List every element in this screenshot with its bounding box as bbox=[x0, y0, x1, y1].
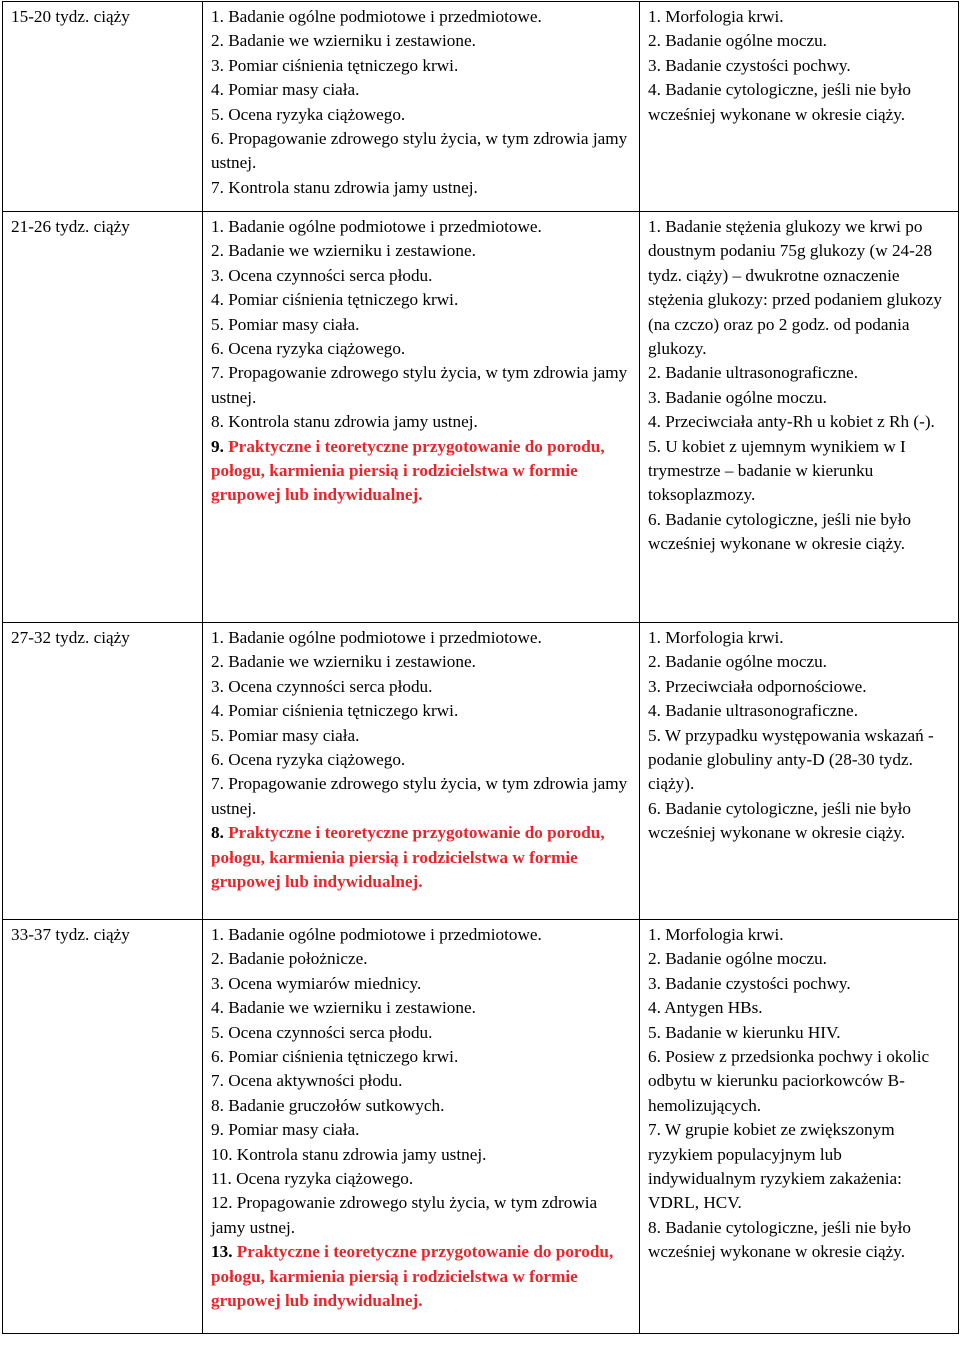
exam-text: Badanie we wzierniku i zestawione. bbox=[228, 652, 476, 672]
period-cell: 33-37 tydz. ciąży bbox=[3, 920, 203, 1334]
pregnancy-care-schedule-table bbox=[2, 1, 959, 1334]
exam-item bbox=[211, 410, 633, 434]
exam-number: 8. bbox=[211, 412, 224, 432]
exam-text: Badanie gruczołów sutkowych. bbox=[228, 1095, 445, 1115]
exam-number: 7. bbox=[211, 1071, 224, 1091]
lab-test-item: 1. Morfologia krwi. bbox=[648, 628, 784, 647]
exam-text: Ocena czynności serca płodu. bbox=[228, 265, 433, 285]
exam-number: 4. bbox=[211, 998, 224, 1018]
exam-item-highlighted bbox=[211, 821, 633, 894]
exam-item bbox=[211, 1191, 633, 1240]
tests-cell bbox=[640, 920, 959, 1334]
exam-item bbox=[211, 650, 633, 674]
lab-test-item: 2. Badanie ogólne moczu. bbox=[648, 652, 827, 672]
exam-item bbox=[211, 1045, 633, 1069]
tests-cell bbox=[640, 212, 959, 623]
exam-text: Badanie ogólne podmiotowe i przedmiotowe. bbox=[228, 7, 542, 26]
exam-item bbox=[211, 54, 633, 78]
exam-number: 5. bbox=[211, 725, 224, 745]
exam-text: Badanie we wzierniku i zestawione. bbox=[228, 31, 476, 51]
exam-number: 1. bbox=[211, 925, 224, 944]
exams-cell bbox=[203, 212, 640, 623]
exam-number: 3. bbox=[211, 265, 224, 285]
exam-item bbox=[211, 215, 633, 239]
exams-cell bbox=[203, 623, 640, 920]
lab-test-item: 3. Badanie czystości pochwy. bbox=[648, 973, 851, 993]
exam-item bbox=[211, 1118, 633, 1142]
lab-test-item: 6. Posiew z przedsionka pochwy i okolic odbytu w kierunku paciorkowców B-hemolizujących. bbox=[648, 1047, 930, 1115]
exam-number: 5. bbox=[211, 314, 224, 334]
exam-text: Kontrola stanu zdrowia jamy ustnej. bbox=[228, 177, 478, 197]
exam-number: 4. bbox=[211, 80, 224, 100]
exam-number: 4. bbox=[211, 701, 224, 721]
lab-test-item: 5. U kobiet z ujemnym wynikiem w I trymestrze – badanie w kierunku toksoplazmozy. bbox=[648, 436, 906, 505]
exam-text: Ocena aktywności płodu. bbox=[228, 1071, 403, 1091]
exam-item bbox=[211, 288, 633, 312]
exam-text: Praktyczne i teoretyczne przygotowanie do porodu, połogu, karmienia piersią i rodzicielstwa w formie grupowej lub indywidualnej. bbox=[211, 823, 605, 892]
exam-number: 10. bbox=[211, 1144, 233, 1164]
exam-text: Kontrola stanu zdrowia jamy ustnej. bbox=[236, 1144, 487, 1164]
exam-item bbox=[211, 361, 633, 410]
exam-item bbox=[211, 313, 633, 337]
exam-number: 3. bbox=[211, 55, 224, 75]
schedule-row bbox=[3, 623, 959, 920]
exam-number: 11. bbox=[211, 1169, 232, 1189]
schedule-row bbox=[3, 212, 959, 623]
exam-text: Praktyczne i teoretyczne przygotowanie do porodu, połogu, karmienia piersią i rodzicielstwa w formie grupowej lub indywidualnej. bbox=[211, 436, 605, 505]
exams-cell bbox=[203, 2, 640, 212]
exam-text: Badanie położnicze. bbox=[228, 949, 368, 969]
exam-number: 8. bbox=[211, 1095, 224, 1115]
exam-text: Propagowanie zdrowego stylu życia, w tym zdrowia jamy ustnej. bbox=[211, 1193, 598, 1237]
exam-number: 13. bbox=[211, 1242, 233, 1262]
exam-number: 2. bbox=[211, 241, 224, 261]
lab-test-item: 4. Badanie cytologiczne, jeśli nie było wcześniej wykonane w okresie ciąży. bbox=[648, 80, 911, 124]
exam-number: 12. bbox=[211, 1193, 233, 1213]
exam-text: Ocena ryzyka ciążowego. bbox=[228, 750, 406, 770]
lab-test-item: 7. W grupie kobiet ze zwiększonym ryzykiem populacyjnym lub indywidualnym ryzykiem zakażenia: VDRL, HCV. bbox=[648, 1120, 902, 1213]
exam-number: 1. bbox=[211, 628, 224, 647]
exam-number: 2. bbox=[211, 949, 224, 969]
exam-number: 1. bbox=[211, 217, 224, 236]
exam-item bbox=[211, 772, 633, 821]
exam-item bbox=[211, 29, 633, 53]
exam-item bbox=[211, 724, 633, 748]
schedule-row bbox=[3, 920, 959, 1334]
exam-number: 2. bbox=[211, 31, 224, 51]
lab-test-item: 6. Badanie cytologiczne, jeśli nie było wcześniej wykonane w okresie ciąży. bbox=[648, 509, 911, 554]
period-cell: 21-26 tydz. ciąży bbox=[3, 212, 203, 623]
lab-test-item: 4. Antygen HBs. bbox=[648, 998, 763, 1018]
exam-item bbox=[211, 972, 633, 996]
exam-text: Pomiar ciśnienia tętniczego krwi. bbox=[228, 290, 459, 310]
exam-item bbox=[211, 176, 633, 200]
tests-cell bbox=[640, 2, 959, 212]
lab-test-item: 1. Badanie stężenia glukozy we krwi po doustnym podaniu 75g glukozy (w 24-28 tydz. ciąży) – dwukrotne oznaczenie stężenia glukozy: przed podaniem glukozy (na czczo) oraz po 2 godz. od podania glukozy. bbox=[648, 217, 943, 359]
exam-item bbox=[211, 947, 633, 971]
exam-text: Pomiar ciśnienia tętniczego krwi. bbox=[228, 55, 459, 75]
lab-test-item: 1. Morfologia krwi. bbox=[648, 7, 784, 26]
exam-item bbox=[211, 1094, 633, 1118]
lab-test-item: 2. Badanie ultrasonograficzne. bbox=[648, 363, 858, 383]
exam-number: 8. bbox=[211, 823, 224, 843]
exam-item bbox=[211, 264, 633, 288]
exam-text: Badanie we wzierniku i zestawione. bbox=[228, 998, 476, 1018]
exam-text: Pomiar ciśnienia tętniczego krwi. bbox=[228, 1047, 459, 1067]
exam-item bbox=[211, 1143, 633, 1167]
exam-item bbox=[211, 337, 633, 361]
lab-test-item: 8. Badanie cytologiczne, jeśli nie było wcześniej wykonane w okresie ciąży. bbox=[648, 1217, 911, 1262]
lab-test-item: 2. Badanie ogólne moczu. bbox=[648, 949, 827, 969]
exam-item bbox=[211, 103, 633, 127]
lab-test-item: 1. Morfologia krwi. bbox=[648, 925, 784, 944]
exam-item bbox=[211, 626, 633, 650]
exam-item-highlighted bbox=[211, 1240, 633, 1313]
schedule-body bbox=[3, 2, 959, 1334]
lab-test-item: 3. Badanie ogólne moczu. bbox=[648, 387, 827, 407]
exam-number: 7. bbox=[211, 363, 224, 383]
exam-text: Ocena ryzyka ciążowego. bbox=[228, 104, 406, 124]
exam-item-highlighted bbox=[211, 435, 633, 508]
exam-item bbox=[211, 1021, 633, 1045]
exam-text: Kontrola stanu zdrowia jamy ustnej. bbox=[228, 412, 478, 432]
schedule-row bbox=[3, 2, 959, 212]
exam-number: 9. bbox=[211, 1120, 224, 1140]
exam-text: Propagowanie zdrowego stylu życia, w tym zdrowia jamy ustnej. bbox=[211, 363, 628, 407]
exam-number: 7. bbox=[211, 177, 224, 197]
exam-text: Propagowanie zdrowego stylu życia, w tym zdrowia jamy ustnej. bbox=[211, 774, 628, 818]
exam-text: Pomiar masy ciała. bbox=[228, 725, 360, 745]
exam-item bbox=[211, 127, 633, 176]
exam-text: Badanie we wzierniku i zestawione. bbox=[228, 241, 476, 261]
exam-item bbox=[211, 1069, 633, 1093]
exam-text: Propagowanie zdrowego stylu życia, w tym zdrowia jamy ustnej. bbox=[211, 129, 628, 173]
exam-text: Pomiar masy ciała. bbox=[228, 1120, 360, 1140]
exam-text: Ocena wymiarów miednicy. bbox=[228, 973, 422, 993]
exam-item bbox=[211, 675, 633, 699]
lab-test-item: 5. Badanie w kierunku HIV. bbox=[648, 1022, 841, 1042]
exam-text: Pomiar masy ciała. bbox=[228, 80, 360, 100]
exam-text: Ocena ryzyka ciążowego. bbox=[228, 339, 406, 359]
lab-test-item: 3. Przeciwciała odpornościowe. bbox=[648, 676, 867, 696]
exam-text: Ocena czynności serca płodu. bbox=[228, 676, 433, 696]
exam-item bbox=[211, 923, 633, 947]
exam-number: 7. bbox=[211, 774, 224, 794]
exam-item bbox=[211, 5, 633, 29]
exam-number: 5. bbox=[211, 104, 224, 124]
exam-text: Badanie ogólne podmiotowe i przedmiotowe. bbox=[228, 925, 542, 944]
lab-test-item: 6. Badanie cytologiczne, jeśli nie było wcześniej wykonane w okresie ciąży. bbox=[648, 798, 911, 843]
lab-test-item: 2. Badanie ogólne moczu. bbox=[648, 31, 827, 51]
exam-item bbox=[211, 1167, 633, 1191]
lab-test-item: 4. Badanie ultrasonograficzne. bbox=[648, 701, 858, 721]
exam-text: Ocena czynności serca płodu. bbox=[228, 1022, 433, 1042]
exam-number: 1. bbox=[211, 7, 224, 26]
exam-text: Ocena ryzyka ciążowego. bbox=[236, 1169, 414, 1189]
exam-number: 6. bbox=[211, 339, 224, 359]
exam-number: 6. bbox=[211, 129, 224, 149]
exam-text: Pomiar masy ciała. bbox=[228, 314, 360, 334]
exam-item bbox=[211, 748, 633, 772]
period-cell: 27-32 tydz. ciąży bbox=[3, 623, 203, 920]
exam-number: 6. bbox=[211, 1047, 224, 1067]
period-cell: 15-20 tydz. ciąży bbox=[3, 2, 203, 212]
exam-item bbox=[211, 699, 633, 723]
exam-number: 5. bbox=[211, 1022, 224, 1042]
exam-number: 3. bbox=[211, 676, 224, 696]
exams-cell bbox=[203, 920, 640, 1334]
exam-number: 4. bbox=[211, 290, 224, 310]
exam-item bbox=[211, 996, 633, 1020]
lab-test-item: 3. Badanie czystości pochwy. bbox=[648, 55, 851, 75]
exam-item bbox=[211, 239, 633, 263]
exam-number: 2. bbox=[211, 652, 224, 672]
tests-cell bbox=[640, 623, 959, 920]
exam-text: Praktyczne i teoretyczne przygotowanie do porodu, połogu, karmienia piersią i rodzicielstwa w formie grupowej lub indywidualnej. bbox=[211, 1242, 614, 1311]
exam-item bbox=[211, 78, 633, 102]
exam-number: 9. bbox=[211, 436, 224, 456]
lab-test-item: 5. W przypadku występowania wskazań - podanie globuliny anty-D (28-30 tydz. ciąży). bbox=[648, 725, 934, 794]
exam-text: Badanie ogólne podmiotowe i przedmiotowe. bbox=[228, 628, 542, 647]
exam-text: Pomiar ciśnienia tętniczego krwi. bbox=[228, 701, 459, 721]
exam-number: 6. bbox=[211, 750, 224, 770]
exam-number: 3. bbox=[211, 973, 224, 993]
lab-test-item: 4. Przeciwciała anty-Rh u kobiet z Rh (-). bbox=[648, 412, 935, 432]
exam-text: Badanie ogólne podmiotowe i przedmiotowe. bbox=[228, 217, 542, 236]
